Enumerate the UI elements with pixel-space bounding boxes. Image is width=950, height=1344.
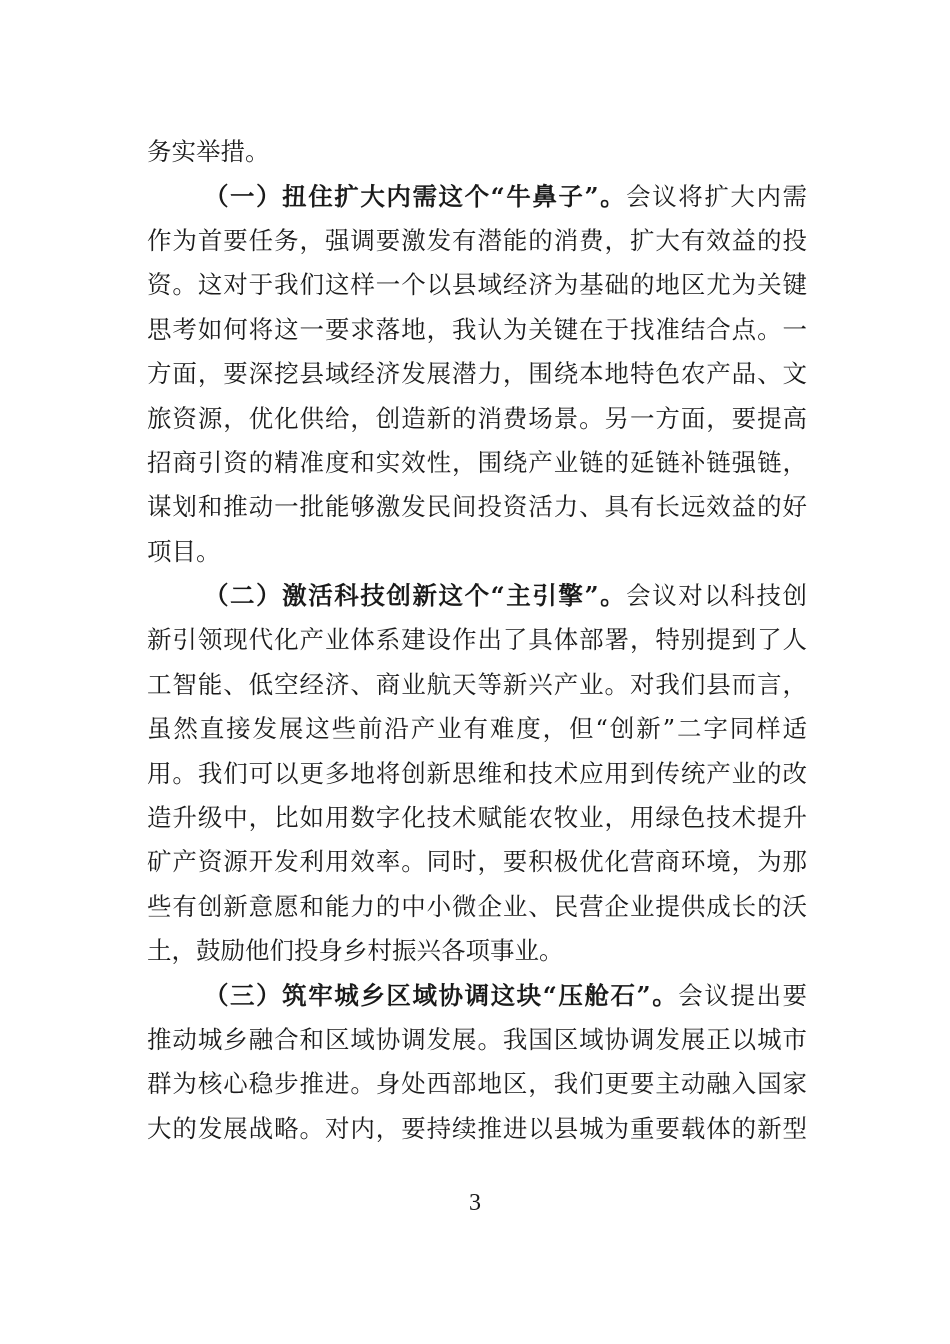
body-line [147,1114,807,1144]
body-line [147,625,807,655]
body-line [147,714,807,744]
line-text: 工智能、低空经济、商业航天等新兴产业。对我们县而言， [147,670,807,699]
body-line [147,892,807,922]
line-text: 资。这对于我们这样一个以县域经济为基础的地区尤为关键 [147,270,807,299]
section-heading: （三）筑牢城乡区域协调这块“压舱石”。 [204,981,679,1010]
body-line [147,1025,807,1055]
line-text: 大的发展战略。对内，要持续推进以县城为重要载体的新型 [147,1114,807,1143]
line-text: 旅资源，优化供给，创造新的消费场景。另一方面，要提高 [147,404,807,433]
line-text: 谋划和推动一批能够激发民间投资活力、具有长远效益的好 [147,492,807,521]
line-text: 作为首要任务，强调要激发有潜能的消费，扩大有效益的投 [147,226,807,255]
line-text: 招商引资的精准度和实效性，围绕产业链的延链补链强链， [147,448,807,477]
page-number: 3 [469,1190,481,1216]
line-text: 虽然直接发展这些前沿产业有难度，但“创新”二字同样适 [147,714,807,743]
body-line [147,226,807,256]
body-line [147,359,807,389]
section-heading: （二）激活科技创新这个“主引擎”。 [204,581,627,610]
body-line [147,847,807,877]
line-text: 矿产资源开发利用效率。同时，要积极优化营商环境，为那 [147,847,807,876]
section-heading-line [204,981,807,1011]
line-text: 思考如何将这一要求落地，我认为关键在于找准结合点。一 [147,315,807,344]
line-text: 土，鼓励他们投身乡村振兴各项事业。 [147,936,564,965]
line-text: 新引领现代化产业体系建设作出了具体部署，特别提到了人 [147,625,807,654]
line-text: 项目。 [147,537,221,566]
line-text: 方面，要深挖县域经济发展潜力，围绕本地特色农产品、文 [147,359,807,388]
body-line [147,670,807,700]
line-text: 务实举措。 [147,137,270,166]
body-line [147,270,807,300]
body-line [147,759,807,789]
line-text: 会议将扩大内需 [626,182,807,211]
section-heading-line [204,182,807,212]
line-text: 些有创新意愿和能力的中小微企业、民营企业提供成长的沃 [147,892,807,921]
body-line [147,803,807,833]
line-text: 造升级中，比如用数字化技术赋能农牧业，用绿色技术提升 [147,803,807,832]
line-text: 推动城乡融合和区域协调发展。我国区域协调发展正以城市 [147,1025,807,1054]
section-heading: （一）扭住扩大内需这个“牛鼻子”。 [204,182,627,211]
line-text: 会议对以科技创 [626,581,807,610]
line-text: 用。我们可以更多地将创新思维和技术应用到传统产业的改 [147,759,807,788]
line-text: 群为核心稳步推进。身处西部地区，我们更要主动融入国家 [147,1069,807,1098]
body-line [147,1069,807,1099]
body-line [147,537,807,567]
body-line [147,404,807,434]
body-line [147,448,807,478]
body-line [147,315,807,345]
body-line [147,492,807,522]
body-line [147,936,807,966]
line-text: 会议提出要 [678,981,808,1010]
section-heading-line [204,581,807,611]
body-line [147,137,807,167]
